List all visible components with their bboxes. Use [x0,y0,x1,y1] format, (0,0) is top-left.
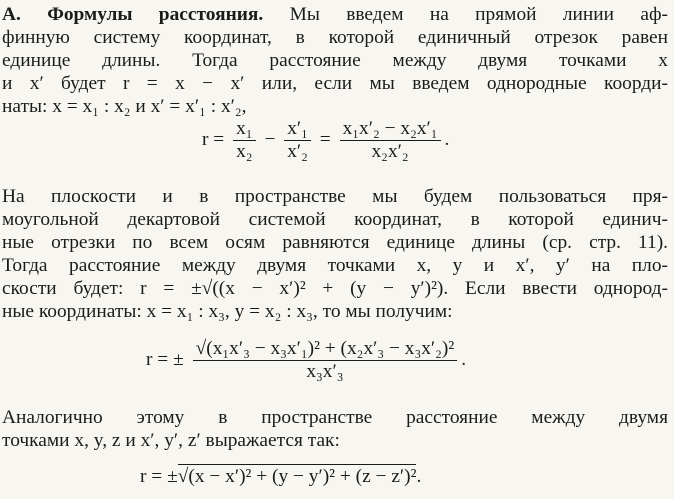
text-line-12: Аналогично этому в пространстве расстояние между двумя [2,407,668,428]
text-line-5: наты: x = x₁ : x₂ и x′ = x′₁ : x′₂, [2,96,247,117]
section-heading: A. Формулы расстояния. [2,4,264,25]
formula-distance-plane: r = ± $\frac{\text{√(x₁x′₃ − x₃x′₁)² + (x₂x′₃ − x₃x′₂)²}}{\text{x₃x′₃}}$ . [146,338,467,382]
text-line-6: На плоскости и в пространстве мы будем пользоваться пря- [2,186,668,207]
text-line-13: точками x, y, z и x′, y′, z′ выражается так: [2,430,340,451]
text-line-10: скости будет: r = ±√((x − x′)² + (y − y′)²). Если ввести однород- [2,278,668,299]
fraction: $\frac{\text{x′₁}}{\text{x′₂}}$ [284,118,311,163]
text-line-11: ные координаты: x = x₁ : x₃, y = x₂ : x₃, то мы получим: [2,301,453,322]
formula-distance-space: r = ±√(x − x′)² + (y − y′)² + (z − z′)². [140,466,422,487]
formula-distance-line: r = $\frac{\text{x₁}}{\text{x₂}}$ − $\frac{\text{x′₁}}{\text{x′₂}}$ = $\frac{\text{x₁x′₂ − x₂x′₁}}{\text{x₂x′₂}}$ . [202,118,450,162]
text-line-8: ные отрезки по всем осям равняются единице длины (ср. стр. 11). [2,232,668,253]
fraction: $\frac{\text{√(x₁x′₃ − x₃x′₁)² + (x₂x′₃ − x₃x′₂)²}}{\text{x₃x′₃}}$ [193,338,458,383]
text-line-3: единице длины. Тогда расстояние между двумя точками x [2,50,668,71]
fraction: $\frac{\text{x₁x′₂ − x₂x′₁}}{\text{x₂x′₂}}$ [340,118,441,163]
text-line-9: Тогда расстояние между двумя точками x, y и x′, y′ на пло- [2,255,668,276]
text-line-1: A. Формулы расстояния. Мы введем на прямой линии аф- [2,4,668,25]
fraction: $\frac{\text{x₁}}{\text{x₂}}$ [233,118,255,163]
text-line-4: и x′ будет r = x − x′ или, если мы введем однородные коорди- [2,73,668,94]
text-line-2: финную систему координат, в которой единичный отрезок равен [2,27,668,48]
text-line-7: моугольной декартовой системой координат, в которой единич- [2,209,668,230]
